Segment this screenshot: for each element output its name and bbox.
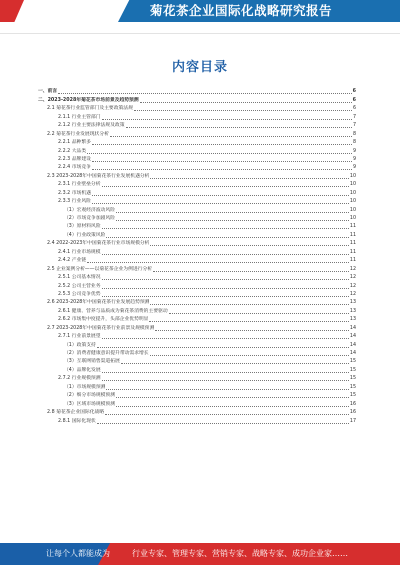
toc-entry[interactable] (38, 122, 356, 130)
toc-entry-page: 15 (349, 393, 356, 399)
toc-entry[interactable] (38, 350, 356, 358)
toc-entry-page: 11 (349, 249, 356, 255)
toc-entry-label: 2.1.2 行业主要法律法规及政策 (58, 123, 125, 129)
toc-leader-dots (116, 212, 349, 213)
toc-entry-page: 9 (352, 148, 356, 154)
toc-entry-label: 2.6.1 健康、营养与品质成为菊花茶消费的主要驱动 (58, 308, 168, 314)
toc-leader-dots (105, 414, 349, 415)
toc-entry-label: （1）政策支持 (64, 342, 96, 348)
toc-leader-dots (102, 380, 349, 381)
toc-entry[interactable] (38, 265, 356, 273)
toc-entry-page: 7 (352, 123, 356, 129)
toc-leader-dots (102, 372, 349, 373)
toc-entry-label: 2.2.4 市场竞争 (58, 165, 91, 171)
toc-leader-dots (150, 355, 349, 356)
toc-entry[interactable] (38, 291, 356, 299)
toc-entry[interactable] (38, 198, 356, 206)
toc-entry[interactable] (38, 341, 356, 349)
toc-entry-label: 2.1 菊花茶行业监管部门及主要政策法规 (47, 106, 133, 112)
page-footer (0, 543, 400, 565)
toc-entry-page: 10 (349, 173, 356, 179)
toc-leader-dots (87, 153, 352, 154)
toc-entry-label: 一、前言 (38, 89, 58, 95)
toc-leader-dots (126, 127, 352, 128)
report-title: 菊花茶企业国际化战略研究报告 (150, 3, 333, 18)
toc-entry[interactable] (38, 113, 356, 121)
toc-entry-label: 2.2 菊花茶行业发展现状分析 (47, 131, 109, 137)
toc-leader-dots (92, 169, 352, 170)
toc-leader-dots (140, 102, 352, 103)
toc-heading: 内容目录 (171, 60, 228, 75)
toc-entry-label: （3）互联网销售渠道拓展 (64, 359, 120, 365)
toc-entry[interactable] (38, 206, 356, 214)
toc-entry-page: 6 (352, 97, 356, 103)
toc-entry-label: 2.3.1 行业壁垒分析 (58, 182, 101, 188)
toc-entry[interactable] (38, 189, 356, 197)
toc-leader-dots (102, 296, 349, 297)
toc-entry-label: 2.7 2023-2028年中国菊花茶行业前景及规模预测 (47, 325, 155, 331)
toc-entry-label: 2.5.2 公司主营业务 (58, 283, 101, 289)
toc-entry[interactable] (38, 139, 356, 147)
toc-entry[interactable] (38, 392, 356, 400)
toc-entry-label: 2.2.2 大品类 (58, 148, 87, 154)
toc-leader-dots (121, 363, 349, 364)
toc-entry-page: 11 (349, 232, 356, 238)
toc-entry-label: 2.5 企业案例分析——以菊花茶企业为例进行分析 (47, 266, 153, 272)
toc-entry-label: （4）行业政策风险 (64, 232, 106, 238)
toc-entry-page: 12 (349, 266, 356, 272)
toc-entry-label: （3）原材料风险 (64, 224, 101, 230)
toc-entry-label: 二、2023-2028年菊花茶市场前景及趋势预测 (38, 97, 139, 103)
toc-entry[interactable] (38, 400, 356, 408)
toc-entry[interactable] (38, 307, 356, 315)
toc-entry[interactable] (38, 172, 356, 180)
toc-entry[interactable] (38, 366, 356, 374)
toc-entry-page: 6 (352, 89, 356, 95)
toc-leader-dots (116, 397, 349, 398)
toc-leader-dots (155, 330, 349, 331)
toc-entry-label: 2.1.1 行业主管部门 (58, 114, 101, 120)
toc-entry-page: 10 (349, 182, 356, 188)
toc-entry-page: 17 (349, 418, 356, 424)
toc-entry-page: 10 (349, 207, 356, 213)
toc-entry[interactable] (38, 147, 356, 155)
toc-entry-page: 14 (349, 342, 356, 348)
toc-leader-dots (102, 228, 349, 229)
toc-leader-dots (116, 220, 349, 221)
toc-entry-page: 12 (349, 283, 356, 289)
toc-entry-page: 9 (352, 165, 356, 171)
toc-entry-label: （2）市场竞争加剧风险 (64, 216, 116, 221)
toc-entry-page: 9 (352, 156, 356, 162)
toc-entry-page: 10 (349, 190, 356, 196)
toc-leader-dots (116, 406, 349, 407)
page-header (0, 0, 400, 34)
toc-entry-page: 14 (349, 325, 356, 331)
toc-leader-dots (92, 161, 352, 162)
toc-leader-dots (150, 304, 348, 305)
toc-entry-label: 2.5.1 公司基本情况 (58, 275, 101, 281)
toc-entry-label: 2.2.1 品种繁多 (58, 140, 91, 146)
toc-leader-dots (102, 279, 349, 280)
toc-entry-label: 2.6 2023-2028年中国菊花茶行业发展趋势预测 (47, 300, 150, 306)
toc-leader-dots (134, 110, 352, 111)
toc-entry[interactable] (38, 231, 356, 239)
toc-leader-dots (149, 321, 348, 322)
toc-entry[interactable] (38, 417, 356, 425)
toc-entry-page: 13 (349, 308, 356, 314)
toc-entry-label: 2.3 2023-2028年中国菊花茶行业发展机遇分析 (47, 173, 150, 179)
toc-entry[interactable] (38, 164, 356, 172)
toc-entry[interactable] (38, 105, 356, 113)
toc-entry-label: 2.7.2 行业规模预测 (58, 376, 101, 382)
toc-entry-label: 2.5.3 公司竞争优势 (58, 291, 101, 297)
toc-leader-dots (102, 186, 349, 187)
toc-entry-page: 15 (349, 384, 356, 390)
toc-entry[interactable] (38, 324, 356, 332)
toc-entry-label: （2）细分市场规模预测 (64, 393, 116, 399)
table-of-contents (38, 88, 356, 426)
toc-entry[interactable] (38, 274, 356, 282)
toc-entry-label: （1）宏观经济波动风险 (64, 207, 116, 213)
toc-entry-page: 8 (352, 131, 356, 137)
toc-entry-label: 2.8 菊花茶企业国际化战略 (47, 410, 105, 416)
toc-entry-page: 10 (349, 216, 356, 221)
toc-leader-dots (102, 288, 349, 289)
toc-entry[interactable] (38, 130, 356, 138)
toc-entry[interactable] (38, 181, 356, 189)
toc-entry-page: 15 (349, 367, 356, 373)
toc-entry-page: 16 (349, 410, 356, 416)
toc-entry[interactable] (38, 88, 356, 96)
toc-entry-page: 11 (349, 258, 356, 264)
toc-leader-dots (150, 178, 348, 179)
toc-entry-label: 2.3.3 行业风险 (58, 199, 91, 205)
toc-entry-page: 13 (349, 300, 356, 306)
toc-entry-page: 11 (349, 224, 356, 230)
footer-slogan: 让每个人都能成为 (46, 549, 110, 558)
toc-entry-label: （2）消费者健康意识提升带动需求增长 (64, 351, 149, 356)
toc-entry-page: 14 (349, 334, 356, 340)
footer-tagline: 行业专家、管理专家、营销专家、战略专家、成功企业家…… (132, 549, 348, 558)
toc-leader-dots (58, 93, 351, 94)
toc-entry-label: 2.4 2022-2023年中国菊花茶行业市场规模分析 (47, 241, 150, 247)
toc-entry[interactable] (38, 282, 356, 290)
toc-entry[interactable] (38, 316, 356, 324)
toc-leader-dots (92, 144, 352, 145)
toc-entry-label: 2.6.2 市场集中度提升，头部企业优势明显 (58, 317, 149, 323)
toc-entry[interactable] (38, 333, 356, 341)
toc-entry-page: 12 (349, 275, 356, 281)
toc-entry[interactable] (38, 383, 356, 391)
toc-entry-page: 12 (349, 291, 356, 297)
toc-entry-page: 16 (349, 401, 356, 407)
header-red-accent (0, 0, 24, 22)
toc-leader-dots (150, 245, 348, 246)
toc-entry-label: （1）市场规模预测 (64, 384, 106, 390)
toc-entry[interactable] (38, 248, 356, 256)
toc-entry-label: （4）品牌化发展 (64, 367, 101, 373)
toc-entry[interactable] (38, 96, 356, 104)
toc-entry-page: 10 (349, 199, 356, 205)
toc-entry[interactable] (38, 409, 356, 417)
toc-entry[interactable] (38, 240, 356, 248)
toc-leader-dots (87, 262, 349, 263)
toc-entry-page: 7 (352, 114, 356, 120)
toc-leader-dots (110, 136, 352, 137)
toc-entry-page: 6 (352, 106, 356, 112)
toc-leader-dots (153, 271, 349, 272)
toc-leader-dots (97, 347, 349, 348)
toc-entry-label: 2.4.1 行业市场规模 (58, 249, 101, 255)
toc-entry-page: 11 (349, 241, 356, 247)
toc-entry-label: 2.4.2 产业链 (58, 258, 87, 264)
toc-entry[interactable] (38, 215, 356, 223)
toc-leader-dots (97, 423, 349, 424)
toc-entry-label: 2.7.1 行业前景展望 (58, 334, 101, 340)
toc-leader-dots (102, 254, 349, 255)
toc-leader-dots (102, 338, 349, 339)
toc-entry[interactable] (38, 299, 356, 307)
toc-entry-page: 8 (352, 140, 356, 146)
toc-entry[interactable] (38, 257, 356, 265)
toc-entry[interactable] (38, 358, 356, 366)
toc-leader-dots (102, 119, 352, 120)
toc-leader-dots (106, 237, 348, 238)
toc-entry[interactable] (38, 156, 356, 164)
toc-entry-label: 2.2.3 品牌建设 (58, 156, 91, 162)
toc-leader-dots (106, 389, 348, 390)
toc-entry-page: 13 (349, 317, 356, 323)
toc-leader-dots (169, 313, 349, 314)
toc-entry-page: 15 (349, 376, 356, 382)
toc-entry[interactable] (38, 375, 356, 383)
toc-leader-dots (92, 203, 349, 204)
toc-entry-label: 2.8.1 国际化现状 (58, 418, 96, 424)
toc-entry[interactable] (38, 223, 356, 231)
toc-entry-page: 15 (349, 359, 356, 365)
toc-entry-label: 2.3.2 市场机遇 (58, 190, 91, 196)
toc-entry-page: 14 (349, 351, 356, 356)
toc-entry-label: （3）区域市场规模预测 (64, 401, 116, 407)
toc-leader-dots (92, 195, 349, 196)
